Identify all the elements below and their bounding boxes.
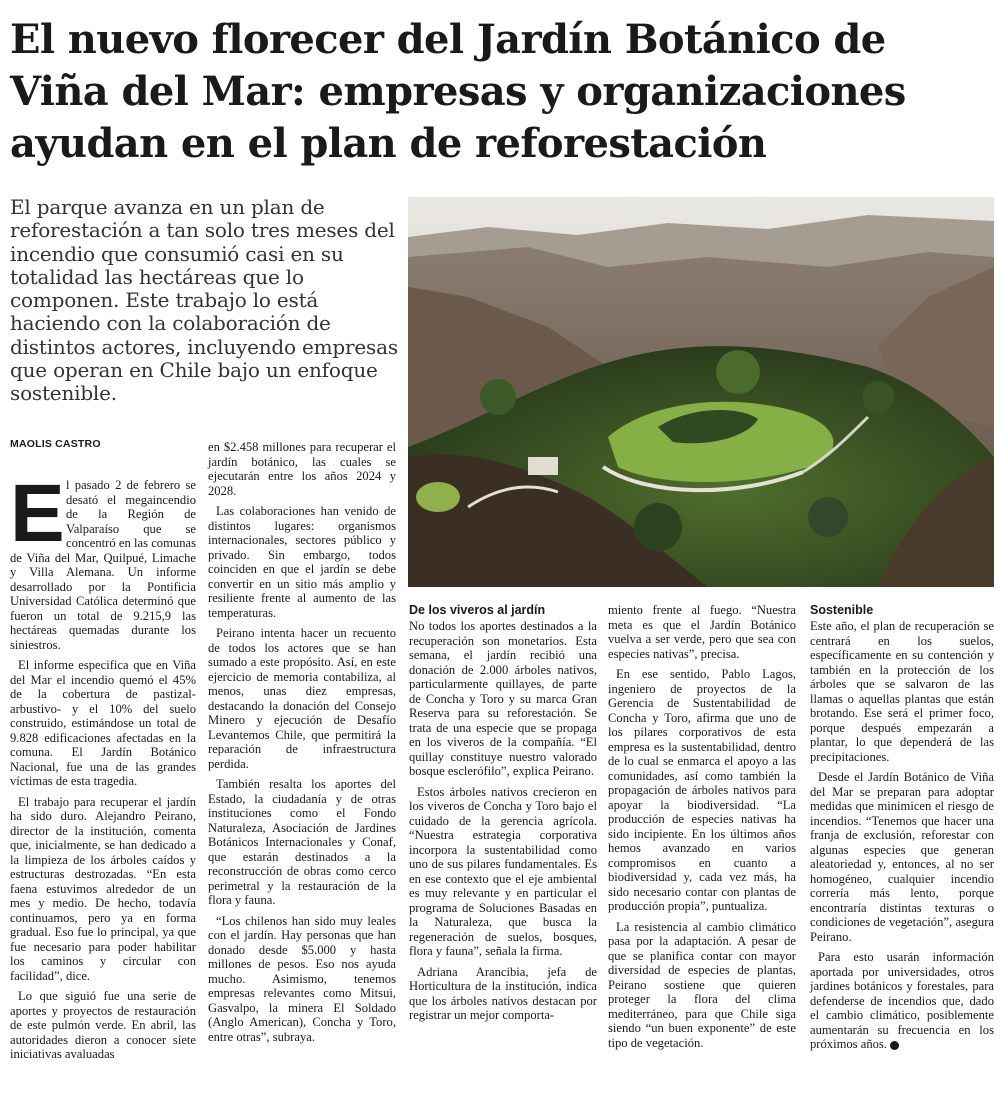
col4-paragraph-2: En ese sentido, Pablo Lagos, ingeniero de proyectos de la Gerencia de Sustentabilidad de Concha y Toro, afirma que uno de los pilares corporativos de esta empresa es la sustentabilidad, dentro de lo cual se enmarca el apoyo a las comunidades, así como también la propagación de árboles nativos para apoyar la biodiversidad. “La producción de especies nativas ha sido incipiente. En los últimos años hemos avanzado en varios compromisos en cuanto a biodiversidad y, cada vez más, ha sido necesario contar con plantas de producción propia”, puntualiza. [608, 667, 796, 913]
col5-paragraph-1: Este año, el plan de recuperación se centrará en los suelos, específicamente en su contención y también en la protección de los árboles que se salvaron de las llamas o aquellas plantas que están brotando. Ese será el primer foco, porque después empezarán a plantar, lo que dependerá de las precipitaciones. [810, 619, 994, 764]
article-column-1 [10, 468, 196, 1068]
article-column-4 [608, 603, 796, 1056]
end-mark-icon [890, 1041, 899, 1050]
subhead-viveros: De los viveros al jardín [409, 603, 546, 617]
col4-paragraph-3: La resistencia al cambio climático pasa por la adaptación. A pesar de que se planifica contar con mayor diversidad de especies de plantas, Peirano sostiene que quieren proteger la flora del clima mediterráneo, para que Chile siga siendo “un buen exponente” de este tipo de vegetación. [608, 919, 796, 1050]
article-column-3 [409, 603, 597, 1029]
col3-paragraph-2: Estos árboles nativos crecieron en los viveros de Concha y Toro bajo el cuidado de la gerencia agrícola. “Nuestra estrategia corporativa incorpora la sustentabilidad como uno de sus pilares fundamentales. Es en ese contexto que el eje ambiental es muy relevante y en particular el programa de Soluciones Basadas en la Naturaleza, que busca la regeneración de suelos, bosques, flora y fauna”, señala la firma. [409, 784, 597, 958]
col1-paragraph-1: l pasado 2 de febrero se desató el megaincendio de la Región de Valparaíso que se concentró en las comunas de Viña del Mar, Quilpué, Limache y Villa Alemana. Un informe desarrollado por la Pontificia Universidad Católica determinó que fueron un total de 9.215,9 las hectáreas quemadas durante los siniestros. [10, 478, 196, 652]
col1-paragraph-2: El informe especifica que en Viña del Mar el incendio quemó el 45% de la cobertura de pastizal-arbustivo- y el 10% del suelo construido, estimándose un total de 9.828 edificaciones afectadas en la comuna. El Jardín Botánico Nacional, fue una de las grandes víctimas de esta tragedia. [10, 658, 196, 788]
col5-paragraph-2: Desde el Jardín Botánico de Viña del Mar se preparan para adoptar medidas que minimicen el riesgo de incendios. “Tenemos que hacer una franja de exclusión, reforestar con algunas especies que generan aleatoriedad y, entonces, al no ser homogéneo, cualquier incendio correría más lento, porque encontraría distintas texturas o condiciones de vegetación”, asegura Peirano. [810, 770, 994, 944]
col2-paragraph-4: También resalta los aportes del Estado, la ciudadanía y de otras instituciones como el Fondo Naturaleza, Asociación de Jardines Botánicos Internacionales y Conaf, que estarán destinados a la reconstrucción de obras como cerco perimetral y la restauración de la flora y fauna. [208, 777, 396, 907]
byline: MAOLIS CASTRO [10, 438, 101, 450]
lead-paragraph: El parque avanza en un plan de reforestación a tan solo tres meses del incendio que consumió casi en su totalidad las hectáreas que lo componen. Este trabajo lo está haciendo con la colaboración de distintos actores, incluyendo empresas que operan en Chile bajo un enfoque sostenible. [10, 195, 398, 406]
col5-paragraph-3-text: Para esto usarán información aportada por universidades, otros jardines botánicos y forestales, para defenderse de incendios que, dado el cambio climático, posiblemente aumentarán su frecuencia en los próximos años. [810, 950, 994, 1051]
subhead-sostenible: Sostenible [810, 603, 874, 617]
headline: El nuevo florecer del Jardín Botánico de Viña del Mar: empresas y organizaciones ayudan en el plan de reforestación [10, 16, 906, 167]
col5-paragraph-3 [810, 950, 994, 1052]
aerial-photo [408, 197, 994, 587]
col2-paragraph-3: Peirano intenta hacer un recuento de todos los actores que se han sumado a este propósito. Así, en este ejercicio de memoria contabiliza, al menos, unas diez empresas, destacando la donación del Consejo Minero y ejecución de Desafío Levantemos Chile, que permitirá la reparación de infraestructura perdida. [208, 626, 396, 771]
col2-paragraph-5: “Los chilenos han sido muy leales con el jardín. Hay personas que han donado desde $5.000 y hasta millones de pesos. Eso nos ayuda mucho. Asimismo, tenemos empresas relevantes como Mitsui, Gasvalpo, la minera El Soldado (Anglo American), Concha y Toro, entre otras”, subraya. [208, 913, 396, 1044]
drop-cap: E [10, 468, 65, 559]
col1-paragraph-3: El trabajo para recuperar el jardín ha sido duro. Alejandro Peirano, director de la institución, comenta que, inicialmente, se han dedicado a la limpieza de los árboles caídos y estructuras destrozadas. “En esta faena estuvimos alrededor de un mes y medio. De hecho, todavía continuamos, pero ya en forma gradual. Eso fue lo principal, ya que fue necesario para poder habilitar los caminos y circular con facilidad”, dice. [10, 794, 196, 983]
col2-paragraph-2: Las colaboraciones han venido de distintos lugares: organismos internacionales, sectores público y privado. Sin embargo, todos coinciden en que el jardín se debe convertir en un sitio más amplio y resiliente frente al aumento de las temperaturas. [208, 504, 396, 620]
col3-paragraph-1: No todos los aportes destinados a la recuperación son monetarios. Esta semana, el jardín recibió una donación de 2.000 árboles nativos, particularmente quillayes, de parte de Concha y Toro y su marca Gran Reserva para su reforestación. Se trata de una especie que se propaga en los viveros de la compañía. “El quillay constituye nuestro valorado bosque esclerófilo”, explica Peirano. [409, 619, 597, 778]
article-column-5 [810, 603, 994, 1058]
col2-paragraph-1: en $2.458 millones para recuperar el jardín botánico, las cuales se ejecutarán entre los años 2024 y 2028. [208, 440, 396, 498]
article-column-2 [208, 440, 396, 1050]
col3-paragraph-3: Adriana Arancibia, jefa de Horticultura de la institución, indica que los árboles nativos destacan por registrar un mejor comporta- [409, 964, 597, 1022]
col4-paragraph-1: miento frente al fuego. “Nuestra meta es que el Jardín Botánico vuelva a ser verde, pero que sea con especies nativas”, precisa. [608, 603, 796, 661]
botanical-garden-aerial-image [408, 197, 994, 587]
col1-paragraph-4: Lo que siguió fue una serie de aportes y proyectos de restauración de este pulmón verde. En abril, las autoridades dieron a conocer siete iniciativas avaluadas [10, 989, 196, 1061]
